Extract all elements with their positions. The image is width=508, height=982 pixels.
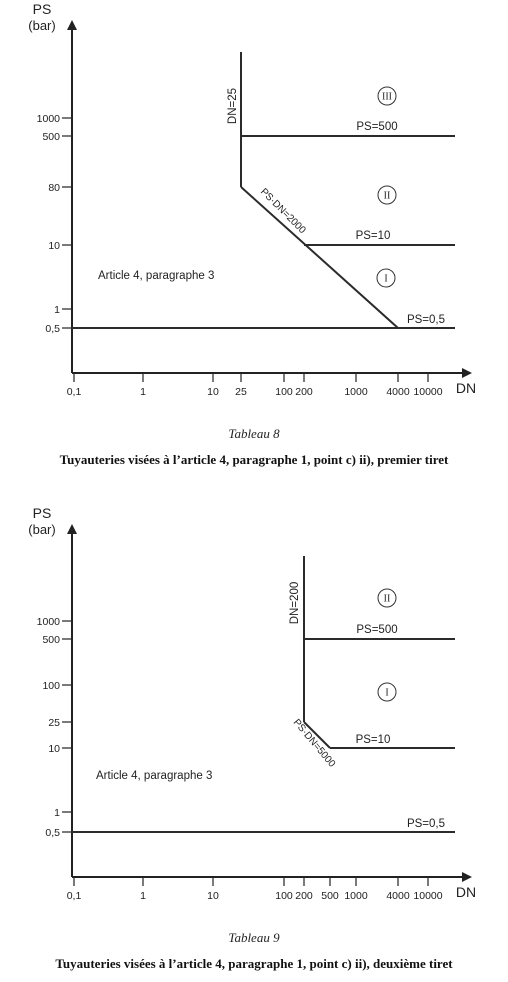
chart2-y-tick-label: 10 bbox=[48, 743, 60, 755]
chart2-y-axis-arrow bbox=[67, 524, 77, 534]
chart1-y-tick-label: 80 bbox=[48, 182, 60, 194]
chart1-x-axis-arrow bbox=[462, 368, 472, 378]
chart1-x-axis-title: DN bbox=[455, 380, 477, 396]
chart2-y-axis-title: PS bbox=[32, 505, 52, 521]
chart2-x-tick-label: 1000 bbox=[344, 890, 368, 902]
chart1-region-label: I bbox=[384, 273, 388, 285]
chart1-y-tick-label: 1 bbox=[54, 304, 60, 316]
chart2-x-tick-label: 4000 bbox=[386, 890, 410, 902]
chart2-x-tick-label: 10000 bbox=[413, 890, 443, 902]
chart2-y-tick-label: 100 bbox=[42, 680, 60, 692]
chart1-boundary-label: DN=25 bbox=[227, 87, 239, 125]
chart1-x-tick-label: 1 bbox=[140, 386, 146, 398]
chart2-annotation: Article 4, paragraphe 3 bbox=[96, 770, 213, 782]
chart2-region-label: II bbox=[383, 593, 391, 605]
chart2-boundary-label: PS=500 bbox=[356, 624, 398, 636]
chart2-x-tick-label: 10 bbox=[207, 890, 219, 902]
chart1-boundary-label: PS·DN=2000 bbox=[257, 186, 308, 237]
chart1-x-tick-label: 10 bbox=[207, 386, 219, 398]
chart1-x-tick-label: 25 bbox=[235, 386, 247, 398]
chart1-y-tick-label: 0,5 bbox=[45, 323, 60, 335]
chart1-boundary-label: PS=10 bbox=[355, 230, 391, 242]
chart1-y-axis-title: PS bbox=[32, 1, 52, 17]
chart1-region-label: III bbox=[382, 91, 392, 103]
chart2-boundary-label: PS·DN=5000 bbox=[290, 717, 338, 770]
chart2-y-tick-label: 1 bbox=[54, 807, 60, 819]
chart1-annotation: Article 4, paragraphe 3 bbox=[98, 270, 215, 282]
chart2-y-axis-unit: (bar) bbox=[28, 522, 56, 537]
chart1-title: Tuyauteries visées à l’article 4, paragraphe 1, point c) ii), premier tiret bbox=[59, 452, 449, 467]
chart1-x-tick-label: 100 bbox=[275, 386, 293, 398]
chart1-y-axis-unit: (bar) bbox=[28, 18, 56, 33]
chart2-y-tick-label: 0,5 bbox=[45, 827, 60, 839]
chart1-boundary-line bbox=[241, 187, 398, 328]
chart1-boundary-label: PS=0,5 bbox=[406, 314, 446, 326]
chart2-y-tick-label: 500 bbox=[42, 634, 60, 646]
chart1-y-tick-label: 500 bbox=[42, 131, 60, 143]
chart1-x-tick-label: 200 bbox=[295, 386, 313, 398]
chart2-x-tick-label: 100 bbox=[275, 890, 293, 902]
chart2-boundary-label: PS=10 bbox=[355, 734, 391, 746]
chart1-boundary-label: PS=500 bbox=[356, 121, 398, 133]
chart2-title: Tuyauteries visées à l’article 4, paragraphe 1, point c) ii), deuxième tiret bbox=[55, 956, 453, 971]
chart2-x-tick-label: 200 bbox=[295, 890, 313, 902]
chart2-boundary-label: DN=200 bbox=[289, 581, 301, 625]
chart1-y-tick-label: 10 bbox=[48, 240, 60, 252]
chart2-x-axis-arrow bbox=[462, 872, 472, 882]
chart2-x-tick-label: 0,1 bbox=[66, 890, 82, 902]
chart2-x-tick-label: 500 bbox=[321, 890, 339, 902]
chart2-boundary-label: PS=0,5 bbox=[406, 818, 446, 830]
chart1-y-tick-label: 1000 bbox=[36, 113, 60, 125]
chart1-x-tick-label: 4000 bbox=[386, 386, 410, 398]
chart1-y-axis-arrow bbox=[67, 20, 77, 30]
chart1-x-tick-label: 1000 bbox=[344, 386, 368, 398]
chart2-y-tick-label: 25 bbox=[48, 717, 60, 729]
chart1-x-tick-label: 0,1 bbox=[66, 386, 82, 398]
chart2-caption: Tableau 9 bbox=[228, 930, 280, 945]
chart1-caption: Tableau 8 bbox=[228, 426, 280, 441]
chart2-y-tick-label: 1000 bbox=[36, 616, 60, 628]
chart1-region-label: II bbox=[383, 190, 391, 202]
chart2-region-label: I bbox=[385, 687, 389, 699]
chart2-x-tick-label: 1 bbox=[140, 890, 146, 902]
chart1-x-tick-label: 10000 bbox=[413, 386, 443, 398]
chart2-x-axis-title: DN bbox=[455, 884, 477, 900]
